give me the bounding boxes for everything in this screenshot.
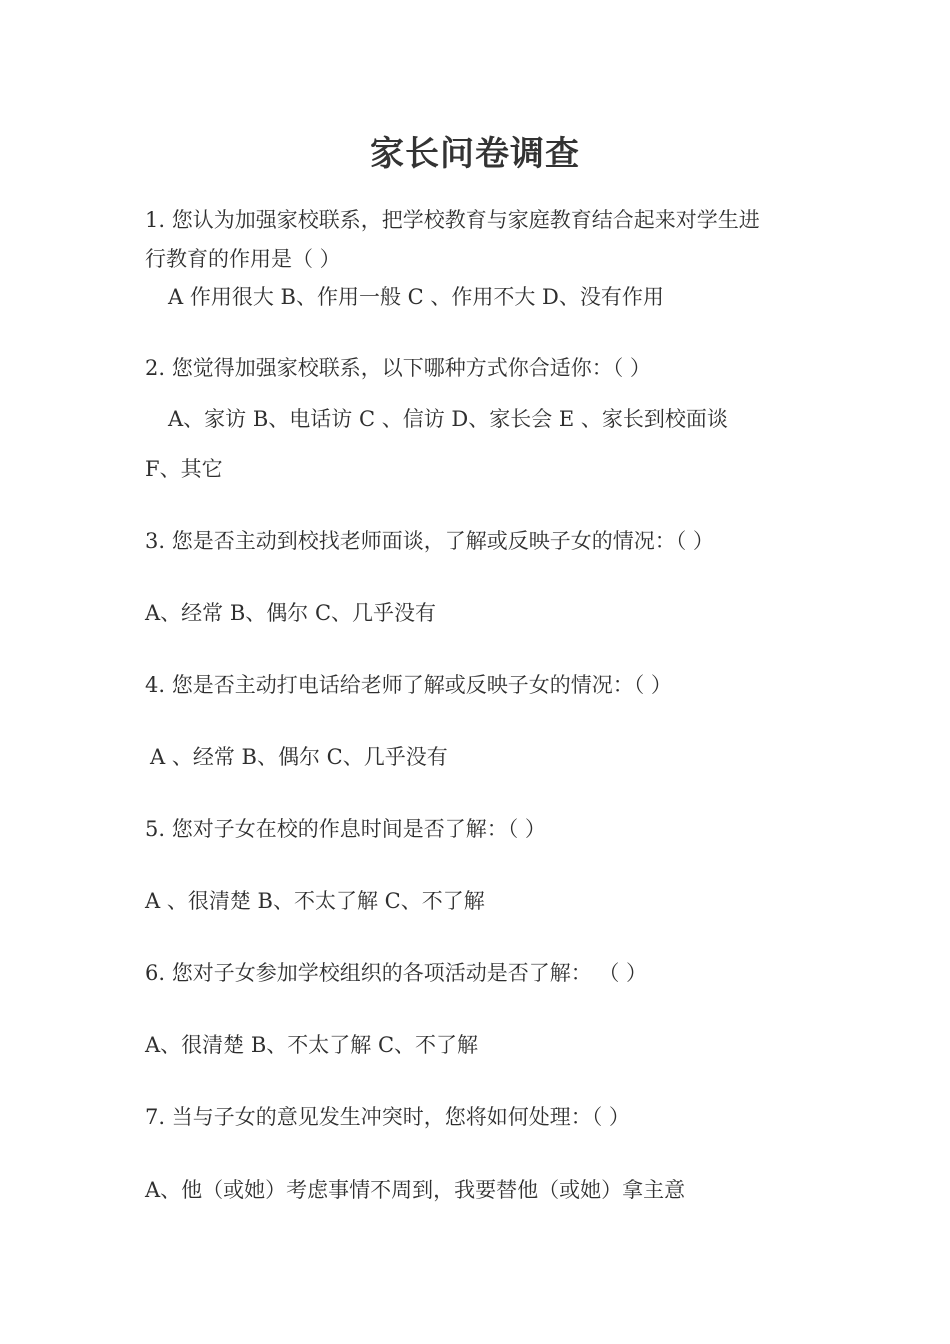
question-4: 4. 您是否主动打电话给老师了解或反映子女的情况：（ ） bbox=[145, 673, 672, 697]
question-5-options: A 、很清楚 B、不太了解 C、不了解 bbox=[145, 889, 485, 913]
question-1-options: A 作用很大 B、作用一般 C 、作用不大 D、没有作用 bbox=[168, 285, 664, 309]
question-5: 5. 您对子女在校的作息时间是否了解：（ ） bbox=[145, 817, 546, 841]
question-6: 6. 您对子女参加学校组织的各项活动是否了解： （ ） bbox=[145, 961, 648, 985]
question-2-options-line-2: F、其它 bbox=[145, 457, 223, 481]
question-2: 2. 您觉得加强家校联系，以下哪种方式你合适你：（ ） bbox=[145, 356, 651, 380]
page-title: 家长问卷调查 bbox=[370, 134, 580, 174]
question-3-options: A、经常 B、偶尔 C、几乎没有 bbox=[145, 601, 437, 625]
question-1-line-1: 1. 您认为加强家校联系，把学校教育与家庭教育结合起来对学生进 bbox=[145, 208, 760, 232]
question-2-options-line-1: A、家访 B、电话访 C 、信访 D、家长会 E 、家长到校面谈 bbox=[168, 407, 728, 431]
question-6-options: A、很清楚 B、不太了解 C、不了解 bbox=[145, 1033, 479, 1057]
question-7-options: A、他（或她）考虑事情不周到，我要替他（或她）拿主意 bbox=[145, 1178, 686, 1202]
question-3: 3. 您是否主动到校找老师面谈，了解或反映子女的情况：（ ） bbox=[145, 529, 714, 553]
question-7: 7. 当与子女的意见发生冲突时，您将如何处理：（ ） bbox=[145, 1105, 630, 1129]
question-1-line-2: 行教育的作用是（ ） bbox=[145, 247, 341, 271]
question-4-options: A 、经常 B、偶尔 C、几乎没有 bbox=[150, 745, 448, 769]
